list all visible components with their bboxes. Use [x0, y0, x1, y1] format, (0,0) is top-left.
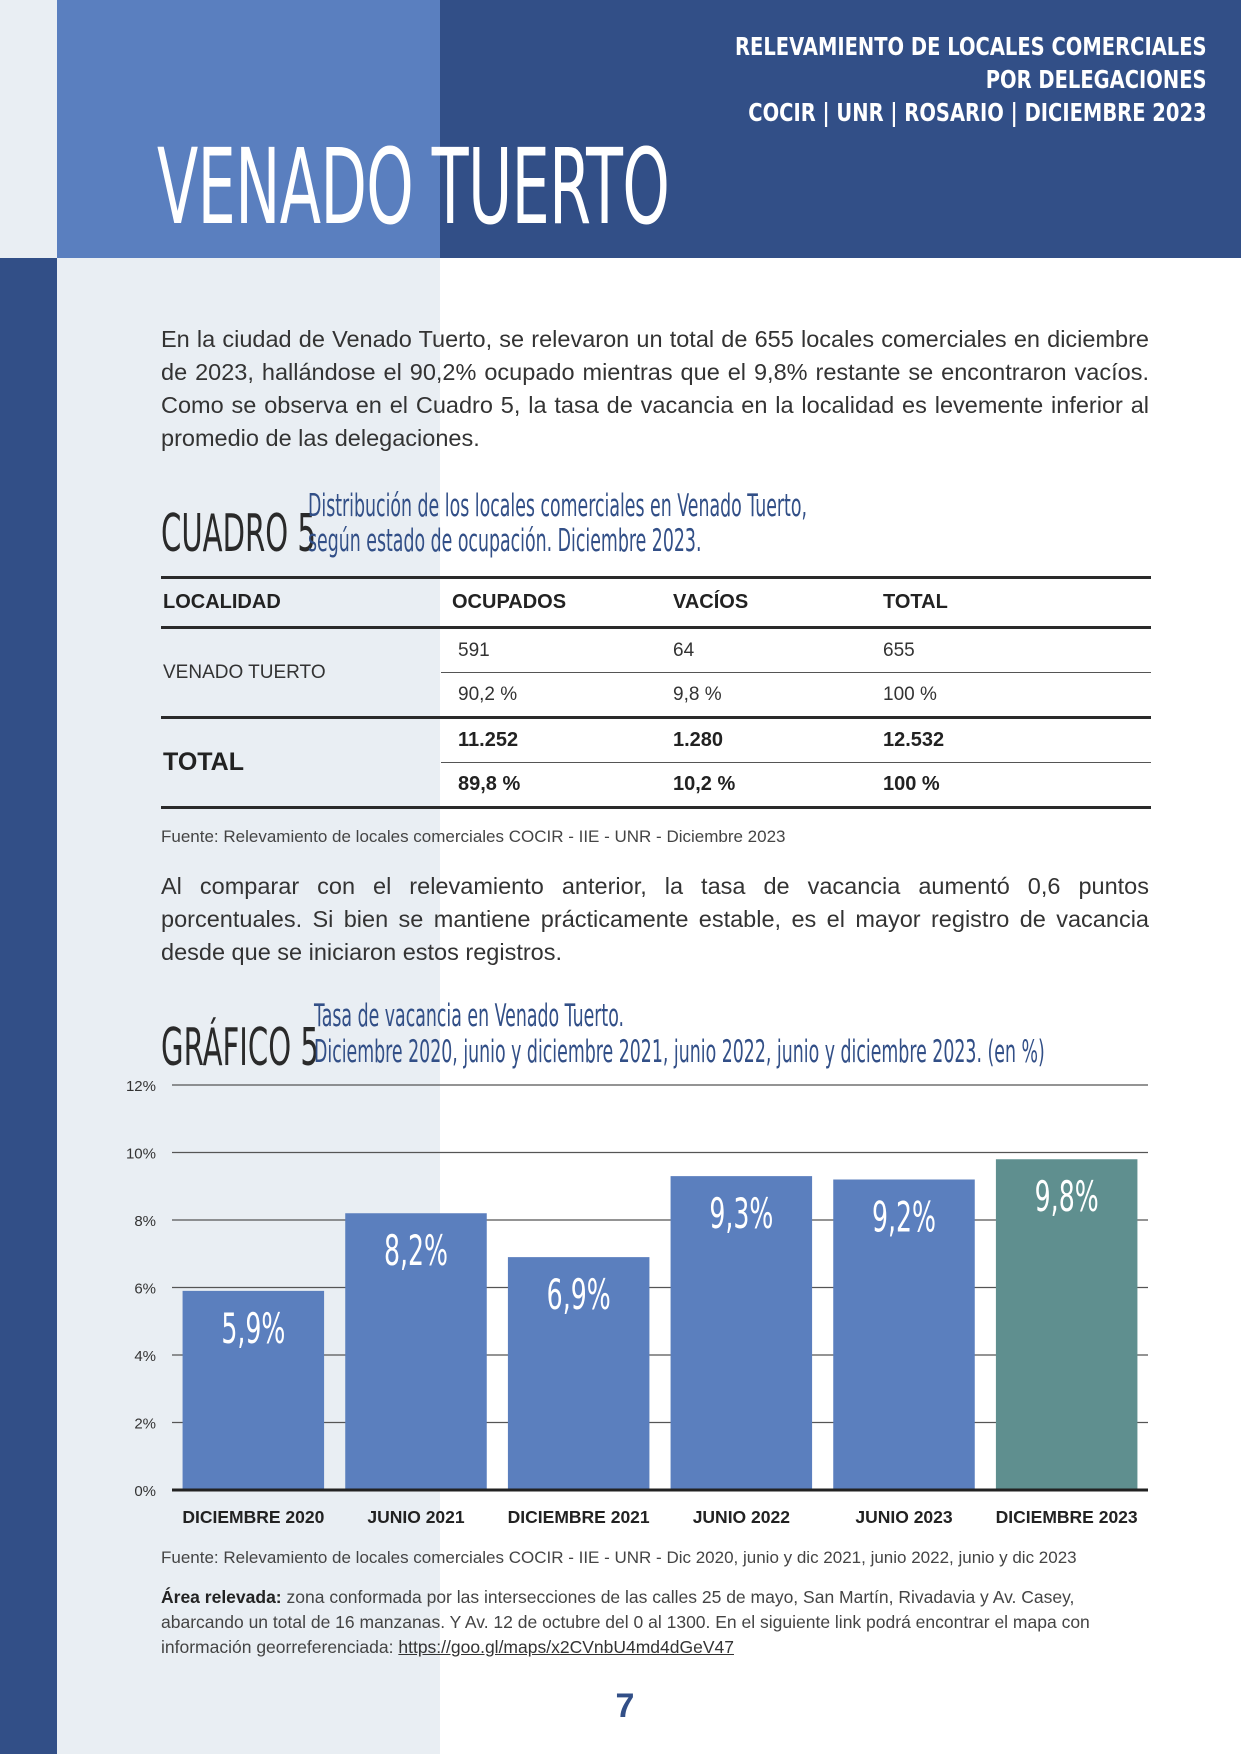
- x-category-label: JUNIO 2022: [692, 1507, 790, 1527]
- x-category-label: JUNIO 2021: [367, 1507, 465, 1527]
- report-meta-line: COCIR | UNR | ROSARIO | DICIEMBRE 2023: [748, 98, 1207, 127]
- table-cell: 64: [673, 639, 695, 661]
- column-header: TOTAL: [881, 578, 1151, 628]
- column-header: LOCALIDAD: [161, 578, 441, 628]
- map-link[interactable]: https://goo.gl/maps/x2CVnbU4md4dGeV47: [398, 1637, 734, 1657]
- table-cell: 11.252: [448, 718, 671, 763]
- surveyed-area-note: [161, 1585, 1151, 1660]
- x-category-label: JUNIO 2023: [855, 1507, 953, 1527]
- bar-data-label: 6,9%: [546, 1271, 611, 1321]
- table-cell: 655: [883, 639, 915, 661]
- column-header: VACÍOS: [671, 578, 881, 628]
- page-title: VENADO TUERTO: [157, 126, 670, 248]
- column-spacer: [441, 763, 448, 808]
- vacancy-bar-chart: [110, 1075, 1160, 1535]
- table-cell: 90,2 %: [448, 673, 671, 718]
- y-tick-label: 2%: [134, 1415, 156, 1433]
- chart-description-line: Diciembre 2020, junio y diciembre 2021, junio 2022, junio y diciembre 2023. (en %): [314, 1034, 1045, 1070]
- table-cell: 10,2 %: [671, 763, 881, 808]
- footnote-label: Área relevada:: [161, 1587, 282, 1607]
- report-meta: [735, 30, 1207, 129]
- y-tick-label: 6%: [134, 1280, 156, 1298]
- report-meta-line: RELEVAMIENTO DE LOCALES COMERCIALES: [735, 32, 1207, 61]
- table-header-row: [161, 578, 1151, 628]
- x-category-label: DICIEMBRE 2023: [995, 1507, 1138, 1527]
- intro-paragraph: En la ciudad de Venado Tuerto, se relevaron un total de 655 locales comerciales en diciembre de 2023, hallándose el 90,2% ocupado mientras que el 9,8% restante se encontraron vacíos. Como se observa en el Cuadro 5, la tasa de vacancia en la localidad es levemente inferior al promedio de las delegaciones.: [161, 326, 1149, 451]
- total-label: TOTAL: [161, 718, 441, 808]
- comparison-paragraph: Al comparar con el relevamiento anterior, la tasa de vacancia aumentó 0,6 puntos porcentuales. Si bien se mantiene prácticamente estable, es el mayor registro de vacancia desde que se iniciaron estos registros.: [161, 873, 1149, 965]
- y-tick-label: 10%: [125, 1145, 156, 1163]
- column-spacer: [441, 578, 448, 628]
- column-spacer: [441, 673, 448, 718]
- report-meta-line: POR DELEGACIONES: [986, 65, 1207, 94]
- footnote-text: zona conformada por las intersecciones de las calles 25 de mayo, San Martín, Rivadavia y Av. Casey, abarcando un total de 16 manzanas. Y Av. 12 de octubre del 0 al 1300. En el siguiente link podrá encontrar el mapa con información georreferenciada:: [161, 1587, 1090, 1657]
- table-cell: 1.280: [671, 718, 881, 763]
- page-corner: [0, 0, 57, 258]
- y-tick-label: 4%: [134, 1348, 156, 1365]
- bar-data-label: 8,2%: [383, 1227, 449, 1277]
- table-cell: 9,8 %: [671, 673, 881, 718]
- x-category-label: DICIEMBRE 2021: [507, 1507, 650, 1527]
- table-row: [161, 718, 1151, 763]
- table-description-line: Distribución de los locales comerciales en Venado Tuerto,: [308, 488, 807, 524]
- bar-data-label: 9,3%: [709, 1190, 774, 1240]
- table-label: CUADRO 5: [161, 504, 316, 564]
- x-category-label: DICIEMBRE 2020: [182, 1507, 325, 1527]
- table-cell: 100 %: [881, 673, 1151, 718]
- column-spacer: [441, 718, 448, 763]
- table-cell: 100 %: [881, 763, 1151, 808]
- y-tick-label: 0%: [134, 1483, 156, 1500]
- bar-data-label: 9,8%: [1034, 1173, 1099, 1223]
- table-source: Fuente: Relevamiento de locales comerciales COCIR - IIE - UNR - Diciembre 2023: [161, 827, 786, 846]
- occupancy-table: [161, 576, 1151, 809]
- table-row: [161, 628, 1151, 673]
- y-tick-label: 8%: [134, 1213, 156, 1230]
- table-description-line: según estado de ocupación. Diciembre 2023.: [308, 523, 702, 559]
- table-cell: 12.532: [881, 718, 1151, 763]
- chart-description-line: Tasa de vacancia en Venado Tuerto.: [314, 998, 625, 1034]
- chart-source: Fuente: Relevamiento de locales comerciales COCIR - IIE - UNR - Dic 2020, junio y dic 2021, junio 2022, junio y dic 2023: [161, 1548, 1077, 1567]
- column-spacer: [441, 628, 448, 673]
- locality-name: VENADO TUERTO: [163, 661, 326, 683]
- table-cell: 591: [458, 639, 490, 661]
- table-cell: 89,8 %: [448, 763, 671, 808]
- column-header: OCUPADOS: [448, 578, 671, 628]
- bar-data-label: 5,9%: [221, 1305, 286, 1354]
- left-margin-strip: [0, 258, 57, 1754]
- chart-label: GRÁFICO 5: [161, 1018, 319, 1078]
- y-tick-label: 12%: [125, 1078, 156, 1095]
- page-number: 7: [615, 1687, 635, 1725]
- bar-data-label: 9,2%: [871, 1193, 937, 1243]
